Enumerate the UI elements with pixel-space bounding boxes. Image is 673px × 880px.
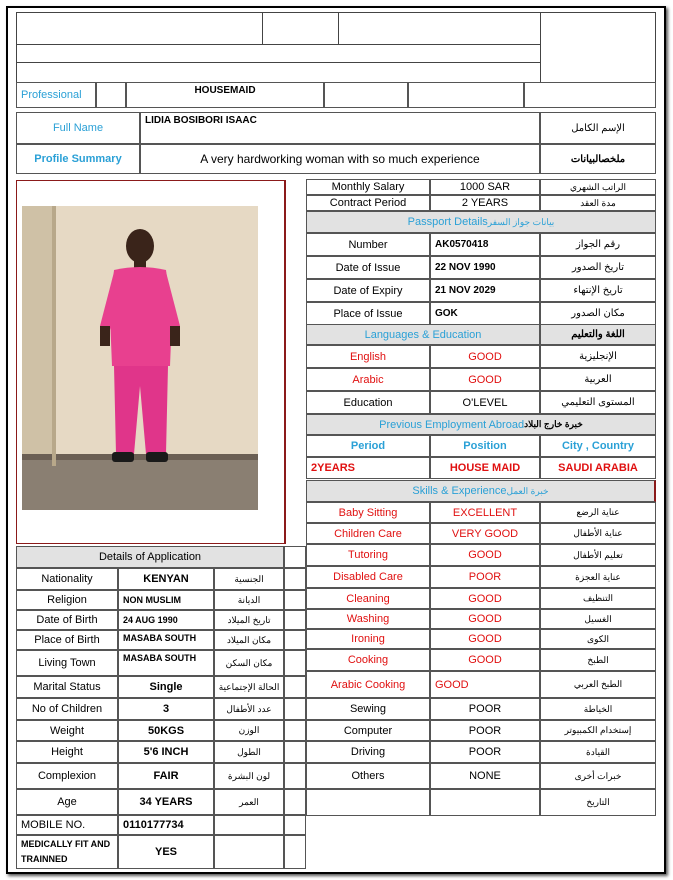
- passport-value: 21 NOV 2029: [430, 279, 540, 302]
- skill-ar: التاريخ: [540, 789, 656, 816]
- application-ar: الجنسية: [214, 568, 284, 590]
- skill-label: Washing: [306, 609, 430, 629]
- employment-location: SAUDI ARABIA: [540, 457, 656, 479]
- language-label: Education: [306, 391, 430, 414]
- blank-cell: [96, 82, 126, 108]
- skill-label: Sewing: [306, 698, 430, 720]
- contract-label: Monthly Salary: [306, 179, 430, 195]
- passport-title: [306, 211, 656, 233]
- spacer-cell: [284, 815, 306, 835]
- application-value: YES: [118, 835, 214, 869]
- languages-title: Languages & Education: [306, 324, 540, 345]
- skill-label: Computer: [306, 720, 430, 741]
- application-ar: الوزن: [214, 720, 284, 741]
- skill-label: Tutoring: [306, 544, 430, 566]
- skill-ar: الغسيل: [540, 609, 656, 629]
- spacer-cell: [284, 610, 306, 630]
- skill-ar: عناية الرضع: [540, 502, 656, 523]
- application-ar: [214, 815, 284, 835]
- passport-value: 22 NOV 1990: [430, 256, 540, 279]
- position-value: HOUSEMAID: [126, 82, 324, 108]
- skill-label: Arabic Cooking: [306, 671, 430, 698]
- employment-header-period: Period: [306, 435, 430, 457]
- contract-value: 1000 SAR: [430, 179, 540, 195]
- languages-title-ar: اللغة والتعليم: [540, 324, 656, 345]
- spacer-cell: [284, 741, 306, 763]
- skill-value: POOR: [430, 720, 540, 741]
- skill-ar: خبرات أخرى: [540, 763, 656, 789]
- spacer-cell: [284, 835, 306, 869]
- language-value: O'LEVEL: [430, 391, 540, 414]
- skill-value: GOOD: [430, 629, 540, 649]
- language-ar: العربية: [540, 368, 656, 391]
- employment-header-position: Position: [430, 435, 540, 457]
- application-label: Age: [16, 789, 118, 815]
- blank-cell: [324, 82, 408, 108]
- application-ar: لون البشرة: [214, 763, 284, 789]
- contract-value: 2 YEARS: [430, 195, 540, 211]
- spacer-cell: [284, 789, 306, 815]
- passport-value: AK0570418: [430, 233, 540, 256]
- application-ar: مكان السكن: [214, 650, 284, 676]
- application-label: Nationality: [16, 568, 118, 590]
- language-label: English: [306, 345, 430, 368]
- application-label: Complexion: [16, 763, 118, 789]
- full-name-label: Full Name: [16, 112, 140, 144]
- applicant-photo: [22, 206, 258, 510]
- skill-ar: التنظيف: [540, 588, 656, 609]
- skill-label: [306, 789, 430, 816]
- skill-value: POOR: [430, 566, 540, 588]
- skill-label: Baby Sitting: [306, 502, 430, 523]
- divider: [338, 12, 339, 44]
- application-label: Marital Status: [16, 676, 118, 698]
- skill-label: Children Care: [306, 523, 430, 544]
- application-label: No of Children: [16, 698, 118, 720]
- application-ar: مكان الميلاد: [214, 630, 284, 650]
- full-name-ar: الإسم الكامل: [540, 112, 656, 144]
- application-ar: الطول: [214, 741, 284, 763]
- spacer-cell: [284, 568, 306, 590]
- skill-ar: تعليم الأطفال: [540, 544, 656, 566]
- skill-ar: الطبخ العربي: [540, 671, 656, 698]
- application-title: Details of Application: [16, 546, 284, 568]
- divider: [262, 12, 263, 44]
- passport-title-en: Passport Details: [407, 216, 488, 228]
- employment-title-en: Previous Employment Abroad: [379, 418, 525, 431]
- application-value: 50KGS: [118, 720, 214, 741]
- skill-value: GOOD: [430, 649, 540, 671]
- spacer-cell: [284, 698, 306, 720]
- skill-value: NONE: [430, 763, 540, 789]
- skill-ar: القيادة: [540, 741, 656, 763]
- skill-ar: إستخدام الكمبيوتر: [540, 720, 656, 741]
- application-ar: تاريخ الميلاد: [214, 610, 284, 630]
- passport-value: GOK: [430, 302, 540, 325]
- spacer-cell: [284, 590, 306, 610]
- full-name-value: LIDIA BOSIBORI ISAAC: [140, 112, 540, 144]
- passport-label: Date of Expiry: [306, 279, 430, 302]
- application-label: Place of Birth: [16, 630, 118, 650]
- summary-value: A very hardworking woman with so much experience: [140, 144, 540, 174]
- employment-period: 2YEARS: [306, 457, 430, 479]
- employment-position: HOUSE MAID: [430, 457, 540, 479]
- language-value: GOOD: [430, 368, 540, 391]
- application-label: Weight: [16, 720, 118, 741]
- skill-value: EXCELLENT: [430, 502, 540, 523]
- passport-title-ar: بيانات جواز السفر: [487, 216, 555, 227]
- application-label: Religion: [16, 590, 118, 610]
- application-value: 34 YEARS: [118, 789, 214, 815]
- skill-value: GOOD: [430, 671, 540, 698]
- spacer-cell: [284, 546, 306, 568]
- passport-label: Date of Issue: [306, 256, 430, 279]
- skill-value: POOR: [430, 698, 540, 720]
- skill-label: Disabled Care: [306, 566, 430, 588]
- application-value: Single: [118, 676, 214, 698]
- spacer-cell: [284, 650, 306, 676]
- divider: [16, 62, 540, 63]
- application-label: Date of Birth: [16, 610, 118, 630]
- application-value: KENYAN: [118, 568, 214, 590]
- language-ar: المستوى التعليمي: [540, 391, 656, 414]
- spacer-cell: [284, 630, 306, 650]
- application-label: MOBILE NO.: [16, 815, 118, 835]
- spacer-cell: [284, 763, 306, 789]
- language-ar: الإنجليزية: [540, 345, 656, 368]
- divider: [16, 44, 540, 45]
- application-ar: الديانة: [214, 590, 284, 610]
- application-value: 24 AUG 1990: [118, 610, 214, 630]
- language-value: GOOD: [430, 345, 540, 368]
- skill-value: GOOD: [430, 609, 540, 629]
- skills-title-ar: خبرة العمل: [506, 485, 549, 496]
- passport-ar: رقم الجواز: [540, 233, 656, 256]
- passport-ar: تاريخ الإنتهاء: [540, 279, 656, 302]
- application-value: 3: [118, 698, 214, 720]
- skill-value: GOOD: [430, 544, 540, 566]
- summary-ar: ملخصالبيانات: [540, 144, 656, 174]
- passport-ar: تاريخ الصدور: [540, 256, 656, 279]
- skill-ar: الكوى: [540, 629, 656, 649]
- skill-value: VERY GOOD: [430, 523, 540, 544]
- application-ar: الحالة الإجتماعية: [214, 676, 284, 698]
- employment-title: [306, 414, 656, 435]
- application-value: 5'6 INCH: [118, 741, 214, 763]
- application-label: MEDICALLY FIT AND TRAINNED: [16, 835, 118, 869]
- spacer-cell: [284, 676, 306, 698]
- skill-label: Others: [306, 763, 430, 789]
- application-value: FAIR: [118, 763, 214, 789]
- skill-ar: عناية الأطفال: [540, 523, 656, 544]
- skill-label: Cleaning: [306, 588, 430, 609]
- contract-ar: الراتب الشهري: [540, 179, 656, 195]
- application-label: Living Town: [16, 650, 118, 676]
- skill-label: Cooking: [306, 649, 430, 671]
- application-value: 0110177734: [118, 815, 214, 835]
- contract-ar: مدة العقد: [540, 195, 656, 211]
- passport-label: Number: [306, 233, 430, 256]
- spacer-cell: [284, 720, 306, 741]
- application-value: NON MUSLIM: [118, 590, 214, 610]
- application-ar: عدد الأطفال: [214, 698, 284, 720]
- blank-cell: [408, 82, 524, 108]
- passport-ar: مكان الصدور: [540, 302, 656, 325]
- application-ar: [214, 835, 284, 869]
- skill-label: Driving: [306, 741, 430, 763]
- divider: [540, 12, 541, 82]
- passport-label: Place of Issue: [306, 302, 430, 325]
- language-label: Arabic: [306, 368, 430, 391]
- contract-label: Contract Period: [306, 195, 430, 211]
- skill-ar: عناية العجزة: [540, 566, 656, 588]
- skill-ar: الخياطة: [540, 698, 656, 720]
- skill-value: GOOD: [430, 588, 540, 609]
- application-ar: العمر: [214, 789, 284, 815]
- employment-title-ar: خبرة خارج البلاد: [524, 419, 583, 429]
- blank-cell: [524, 82, 656, 108]
- summary-label: Profile Summary: [16, 144, 140, 174]
- skills-title-en: Skills & Experience: [412, 485, 507, 497]
- application-value: MASABA SOUTH: [118, 650, 214, 676]
- skill-label: Ironing: [306, 629, 430, 649]
- skill-value: POOR: [430, 741, 540, 763]
- application-value: MASABA SOUTH: [118, 630, 214, 650]
- skill-value: [430, 789, 540, 816]
- skills-title: [306, 480, 656, 502]
- application-label: Height: [16, 741, 118, 763]
- employment-header-location: City , Country: [540, 435, 656, 457]
- position-label: Professional: [16, 82, 96, 108]
- skill-ar: الطبخ: [540, 649, 656, 671]
